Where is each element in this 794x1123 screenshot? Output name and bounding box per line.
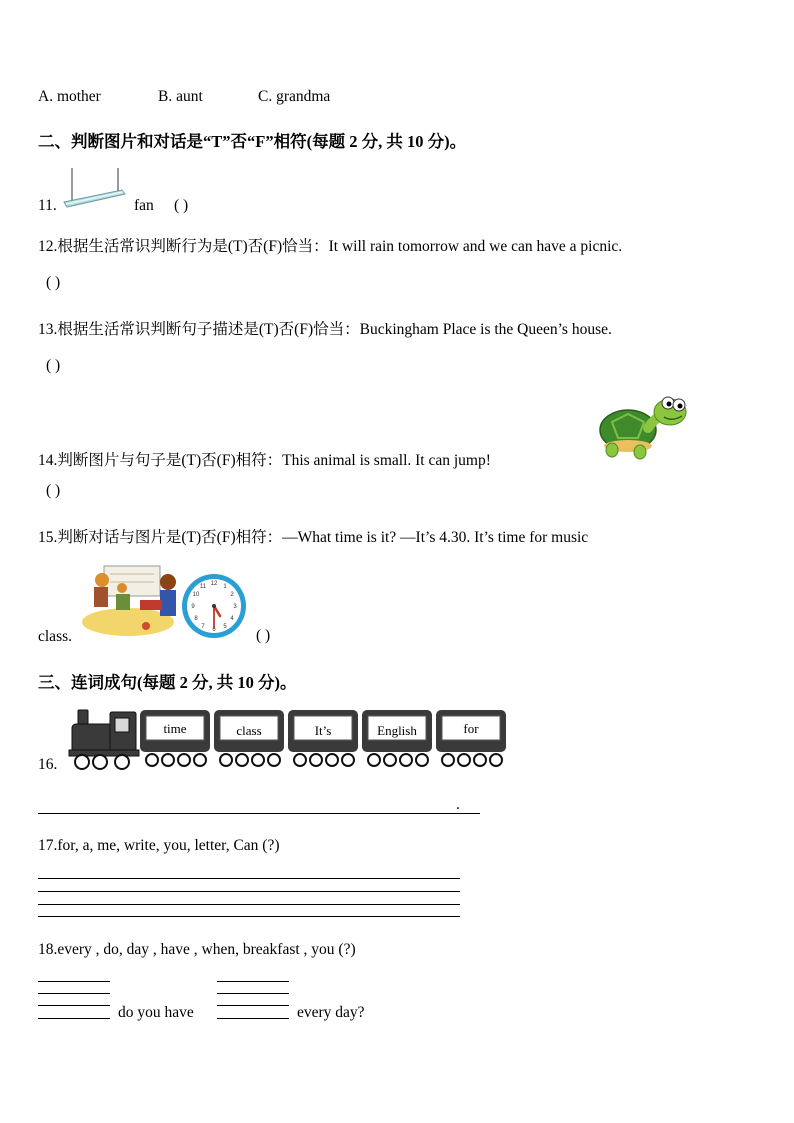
wagon-4	[362, 710, 432, 766]
q17-text: 17.for, a, me, write, you, letter, Can (?)	[38, 837, 280, 854]
q16-end-period: .	[456, 796, 460, 813]
q13-answer-blank[interactable]: ( )	[46, 357, 61, 374]
option-a: A. mother	[38, 88, 101, 105]
q13-text: 13.根据生活常识判断句子描述是(T)否(F)恰当：Buckingham Place is the Queen’s house.	[38, 321, 612, 338]
svg-text:5: 5	[223, 624, 227, 630]
q18-blank-a-1[interactable]	[38, 981, 110, 982]
q18-text: 18.every , do, day , have , when, breakfast , you (?)	[38, 941, 356, 958]
svg-text:4: 4	[230, 616, 234, 622]
clock-image	[180, 572, 248, 640]
q11-answer-blank[interactable]: ( )	[174, 197, 189, 214]
q12-answer-blank[interactable]: ( )	[46, 274, 61, 291]
wagon-word-5: for	[463, 721, 479, 736]
svg-text:6: 6	[212, 627, 216, 633]
q17-answer-line-1[interactable]	[38, 878, 460, 879]
q15-answer-blank[interactable]: ( )	[256, 627, 271, 644]
svg-text:8: 8	[194, 616, 198, 622]
wagon-3	[288, 710, 358, 766]
q18-blank-a-4[interactable]	[38, 1018, 110, 1019]
q15-text: 15.判断对话与图片是(T)否(F)相符：—What time is it? —It’s 4.30. It’s time for music	[38, 529, 589, 546]
svg-text:2: 2	[230, 592, 234, 598]
svg-text:7: 7	[201, 624, 205, 630]
svg-text:1: 1	[223, 584, 227, 590]
section3-title: 三、连词成句(每题 2 分, 共 10 分)。	[38, 673, 297, 692]
q18-blank-b-2[interactable]	[217, 993, 289, 994]
svg-text:11: 11	[199, 584, 207, 590]
q16-number: 16.	[38, 756, 58, 773]
q14-text: 14.判断图片与句子是(T)否(F)相符：This animal is small. It can jump!	[38, 452, 491, 469]
option-b: B. aunt	[158, 88, 203, 105]
q11-word: fan	[134, 197, 154, 214]
train-image	[66, 706, 510, 772]
wagon-5	[436, 710, 506, 766]
q18-blank-a-3[interactable]	[38, 1005, 110, 1006]
option-c: C. grandma	[258, 88, 331, 105]
svg-text:10: 10	[192, 592, 200, 598]
fan-tube-light-image	[62, 166, 128, 212]
q18-end-text: every day?	[297, 1004, 365, 1021]
q18-blank-b-3[interactable]	[217, 1005, 289, 1006]
wagon-word-4: English	[377, 723, 417, 738]
q17-answer-line-3[interactable]	[38, 904, 460, 905]
svg-text:3: 3	[233, 604, 237, 610]
q18-mid-text: do you have	[118, 1004, 194, 1021]
wagon-word-3: It’s	[314, 723, 332, 738]
q16-answer-line[interactable]	[38, 813, 480, 814]
q15-tail: class.	[38, 628, 73, 645]
q11-number: 11.	[38, 197, 57, 214]
svg-text:9: 9	[191, 604, 195, 610]
q17-answer-line-2[interactable]	[38, 891, 460, 892]
locomotive	[69, 710, 139, 756]
wagon-1	[140, 710, 210, 766]
q18-blank-a-2[interactable]	[38, 993, 110, 994]
q18-blank-b-1[interactable]	[217, 981, 289, 982]
section2-title: 二、判断图片和对话是“T”否“F”相符(每题 2 分, 共 10 分)。	[38, 132, 467, 151]
q17-answer-line-4[interactable]	[38, 916, 460, 917]
q14-answer-blank[interactable]: ( )	[46, 482, 61, 499]
wagon-word-2: class	[236, 723, 262, 738]
q12-text: 12.根据生活常识判断行为是(T)否(F)恰当：It will rain tomorrow and we can have a picnic.	[38, 238, 623, 255]
wagon-word-1: time	[163, 721, 187, 736]
q18-blank-b-4[interactable]	[217, 1018, 289, 1019]
turtle-image	[598, 392, 690, 462]
music-class-image	[80, 560, 180, 640]
wagon-2	[214, 710, 284, 766]
svg-text:12: 12	[210, 581, 218, 587]
